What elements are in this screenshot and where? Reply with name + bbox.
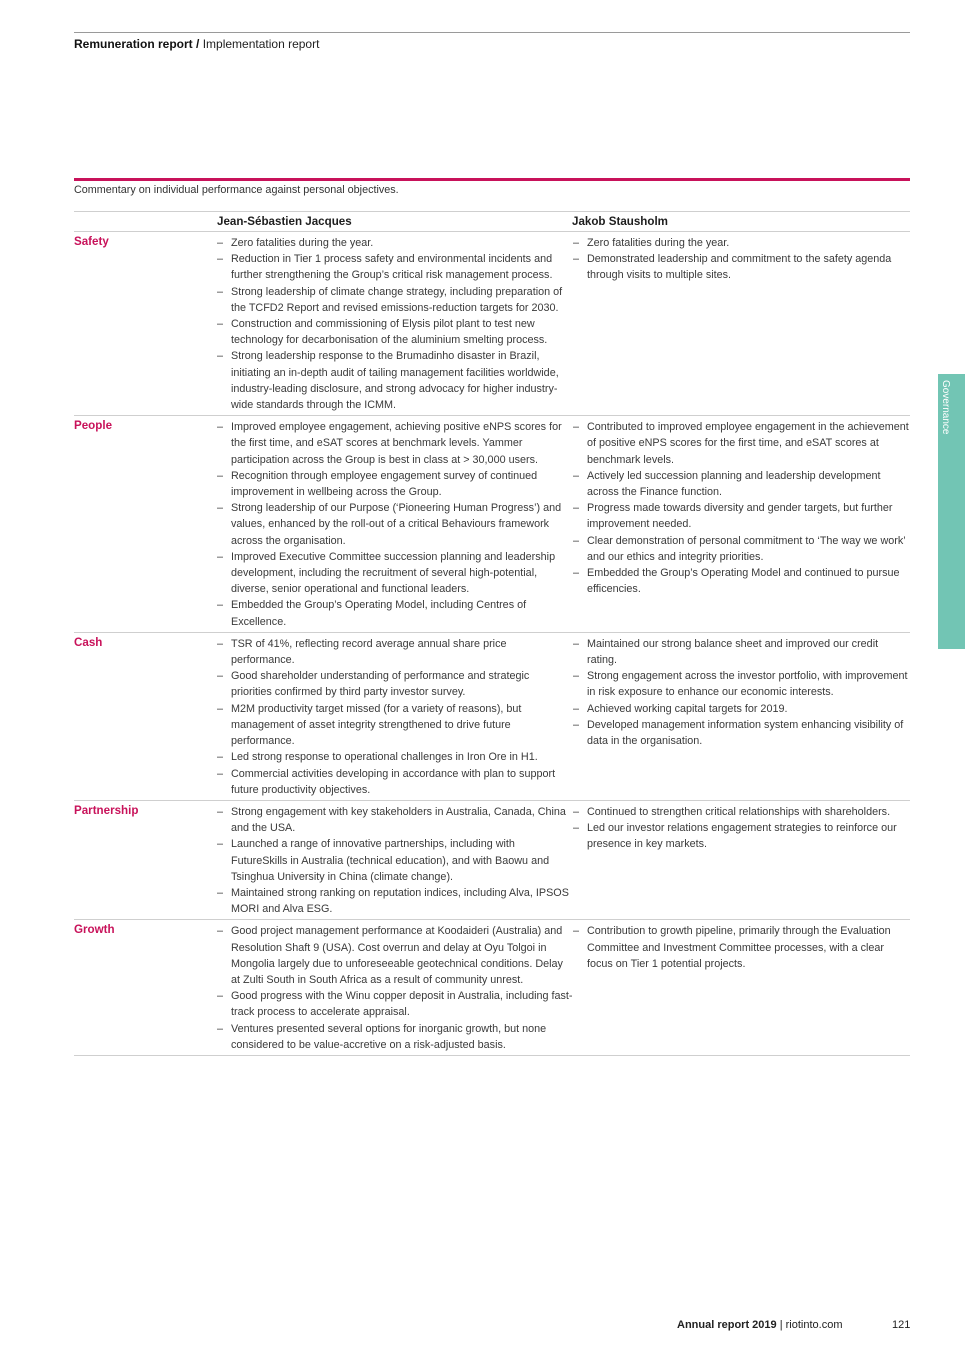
list-item: – Developed management information system enhancing visibility of data in the organisation. (573, 717, 910, 749)
header-section: Remuneration report / (74, 37, 200, 51)
person1-commentary (217, 632, 573, 800)
list-item: – Embedded the Group’s Operating Model, including Centres of Excellence. (217, 597, 573, 629)
table-row (74, 800, 910, 919)
list-item: – Ventures presented several options for inorganic growth, but none considered to be value-accretive on a risk-adjusted basis. (217, 1021, 573, 1053)
list-item: – TSR of 41%, reflecting record average annual share price performance. (217, 636, 573, 668)
person2-commentary (573, 232, 910, 416)
list-item: – Good project management performance at Koodaideri (Australia) and Resolution Shaft 9 (USA). Cost overrun and delay at Oyu Tolgoi in Mongolia largely due to unforeseeable geotechnical conditions. Delay at Zulti South in South Africa as a result of community unrest. (217, 923, 573, 988)
list-item: – Demonstrated leadership and commitment to the safety agenda through visits to multiple sites. (573, 251, 910, 283)
performance-table-body (74, 232, 910, 1055)
footer-report (677, 1319, 842, 1331)
running-header (74, 37, 319, 51)
bullet-list (573, 804, 910, 853)
list-item: – Strong engagement with key stakeholders in Australia, Canada, China and the USA. (217, 804, 573, 836)
bullet-list (573, 235, 910, 284)
category-label: Cash (74, 632, 217, 800)
list-item: – Led our investor relations engagement strategies to reinforce our presence in key markets. (573, 820, 910, 852)
list-item: – Strong leadership of our Purpose (‘Pioneering Human Progress’) and values, enhanced by the roll-out of a critical Behaviours framework across the organisation. (217, 500, 573, 549)
list-item: – Improved employee engagement, achieving positive eNPS scores for the first time, and eSAT scores at benchmark levels. Yammer participation across the Group is best in class at > 30,000 users. (217, 419, 573, 468)
category-label: Partnership (74, 800, 217, 919)
list-item: – M2M productivity target missed (for a variety of reasons), but management of asset integrity strengthened to drive future performance. (217, 701, 573, 750)
list-item: – Commercial activities developing in accordance with plan to support future productivity objectives. (217, 766, 573, 798)
side-tab-label: Governance (940, 380, 951, 435)
category-label: Growth (74, 920, 217, 1056)
bullet-list (573, 923, 910, 972)
person2-commentary (573, 632, 910, 800)
person1-commentary (217, 232, 573, 416)
table-intro: Commentary on individual performance against personal objectives. (74, 184, 399, 196)
list-item: – Reduction in Tier 1 process safety and environmental incidents and further strengthening the Group’s critical risk management process. (217, 251, 573, 283)
list-item: – Improved Executive Committee succession planning and leadership development, including the recruitment of several high-potential, diverse, senior operational and functional leaders. (217, 549, 573, 598)
bullet-list (573, 419, 910, 597)
list-item: – Clear demonstration of personal commitment to ‘The way we work’ and our ethics and integrity priorities. (573, 533, 910, 565)
list-item: – Construction and commissioning of Elysis pilot plant to test new technology for decarbonisation of the aluminium smelting process. (217, 316, 573, 348)
list-item: – Strong leadership of climate change strategy, including preparation of the TCFD2 Report and revised emissions-reduction targets for 2030. (217, 284, 573, 316)
page-number: 121 (892, 1319, 911, 1331)
category-label: People (74, 416, 217, 633)
header-subsection: Implementation report (202, 37, 320, 51)
list-item: – Progress made towards diversity and gender targets, but further improvement needed. (573, 500, 910, 532)
list-item: – Zero fatalities during the year. (217, 235, 573, 251)
footer-separator: | (779, 1319, 783, 1331)
list-item: – Led strong response to operational challenges in Iron Ore in H1. (217, 749, 573, 765)
person2-commentary (573, 920, 910, 1056)
list-item: – Actively led succession planning and leadership development across the Finance function. (573, 468, 910, 500)
table-row (74, 416, 910, 633)
list-item: – Contributed to improved employee engagement in the achievement of positive eNPS scores for the first time, and eSAT scores at benchmark levels. (573, 419, 910, 468)
footer-report-title: Annual report 2019 (677, 1319, 777, 1331)
list-item: – Recognition through employee engagement survey of continued improvement in wellbeing across the Group. (217, 468, 573, 500)
list-item: – Embedded the Group’s Operating Model and continued to pursue efficencies. (573, 565, 910, 597)
list-item: – Contribution to growth pipeline, primarily through the Evaluation Committee and Investment Committee processes, with a clear focus on Tier 1 potential projects. (573, 923, 910, 972)
bullet-list (217, 804, 573, 917)
person2-commentary (573, 800, 910, 919)
column-head-person2: Jakob Stausholm (572, 215, 668, 228)
list-item: – Good shareholder understanding of performance and strategic priorities confirmed by third party investor survey. (217, 668, 573, 700)
person1-commentary (217, 416, 573, 633)
list-item: – Strong leadership response to the Brumadinho disaster in Brazil, initiating an in-depth audit of tailing management facilities worldwide, industry-leading disclosure, and strong advocacy for higher industry-wide standards through the ICMM. (217, 348, 573, 413)
section-side-tab[interactable] (938, 374, 965, 649)
column-header-top-rule (74, 211, 910, 212)
person1-commentary (217, 800, 573, 919)
bullet-list (217, 923, 573, 1053)
person1-commentary (217, 920, 573, 1056)
performance-table (74, 232, 910, 1056)
list-item: – Launched a range of innovative partnerships, including with FutureSkills in Australia (technical education), and with Baowu and Tsinghua University in China (climate change). (217, 836, 573, 885)
bullet-list (573, 636, 910, 749)
list-item: – Zero fatalities during the year. (573, 235, 910, 251)
accent-rule (74, 178, 910, 181)
table-row (74, 632, 910, 800)
column-head-person1: Jean-Sébastien Jacques (217, 215, 352, 228)
table-row (74, 232, 910, 416)
list-item: – Continued to strengthen critical relationships with shareholders. (573, 804, 910, 820)
bullet-list (217, 636, 573, 798)
bullet-list (217, 419, 573, 630)
list-item: – Achieved working capital targets for 2019. (573, 701, 910, 717)
footer-site[interactable]: riotinto.com (785, 1319, 843, 1331)
category-label: Safety (74, 232, 217, 416)
list-item: – Maintained strong ranking on reputation indices, including Alva, IPSOS MORI and Alva ESG. (217, 885, 573, 917)
list-item: – Strong engagement across the investor portfolio, with improvement in risk exposure to enhance our economic interests. (573, 668, 910, 700)
list-item: – Good progress with the Winu copper deposit in Australia, including fast-track process to accelerate appraisal. (217, 988, 573, 1020)
person2-commentary (573, 416, 910, 633)
table-row (74, 920, 910, 1056)
bullet-list (217, 235, 573, 413)
header-rule (74, 32, 910, 33)
list-item: – Maintained our strong balance sheet and improved our credit rating. (573, 636, 910, 668)
